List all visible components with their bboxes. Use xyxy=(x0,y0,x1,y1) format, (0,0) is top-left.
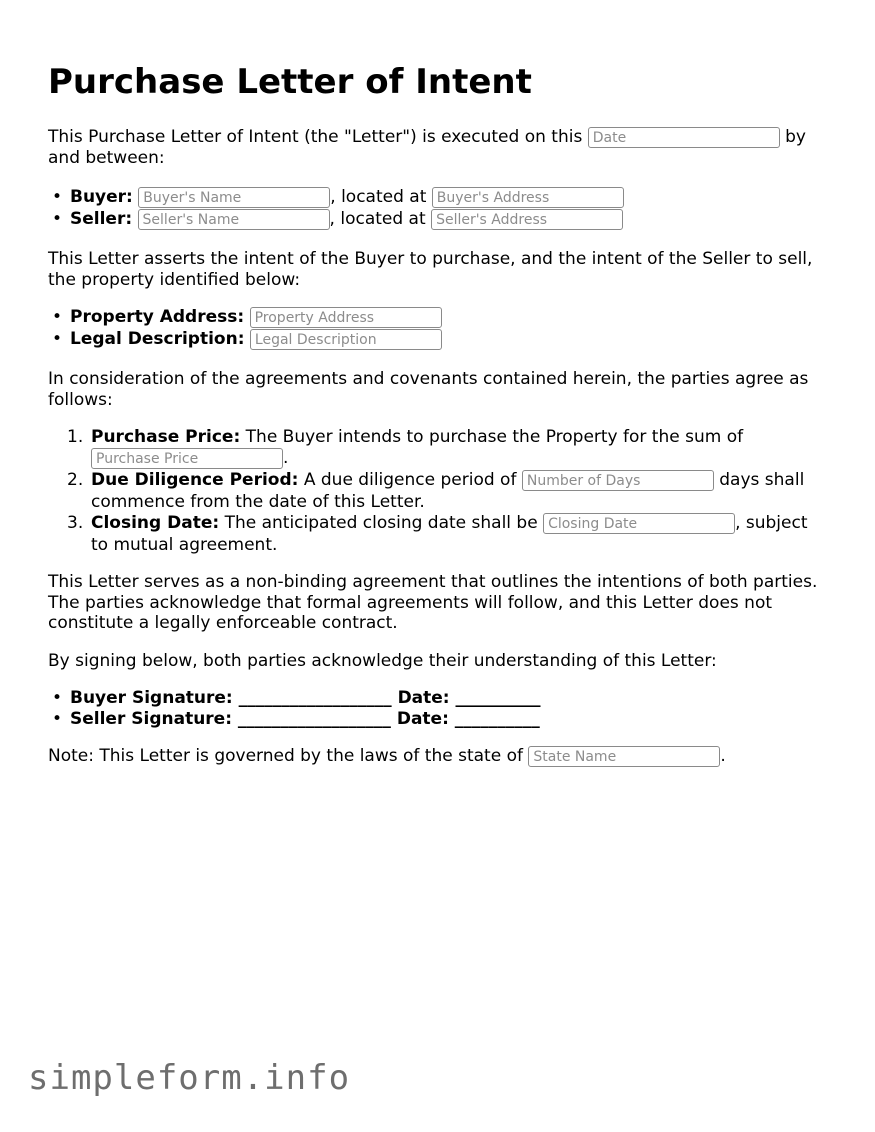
legal-description-item xyxy=(70,329,442,350)
buyer-name-input[interactable] xyxy=(138,187,330,208)
note-text: Note: This Letter is governed by the laws of the state of xyxy=(48,746,523,766)
legal-description-label: Legal Description: xyxy=(70,329,245,349)
term-purchase-price xyxy=(67,427,744,448)
term-text-after: , subject xyxy=(735,513,808,533)
property-address-label: Property Address: xyxy=(70,307,245,327)
date-input[interactable] xyxy=(588,127,780,148)
term-text-after: days shall xyxy=(719,470,805,490)
term-number: 3. xyxy=(67,513,84,533)
signing-intro: By signing below, both parties acknowledge their understanding of this Letter: xyxy=(48,651,717,671)
term-text: The Buyer intends to purchase the Property for the sum of xyxy=(245,427,744,447)
term-number: 2. xyxy=(67,470,84,490)
note-text-end: . xyxy=(720,746,726,766)
term-text: The anticipated closing date shall be xyxy=(224,513,538,533)
consideration-line-2: follows: xyxy=(48,390,113,410)
intro-text: This Purchase Letter of Intent (the "Letter") is executed on this xyxy=(48,127,583,147)
nonbinding-line-3: constitute a legally enforceable contract. xyxy=(48,613,398,633)
buyer-located-text: , located at xyxy=(330,187,427,207)
seller-name-input[interactable] xyxy=(138,209,330,230)
assertion-line-1: This Letter asserts the intent of the Buyer to purchase, and the intent of the Seller to sell, xyxy=(48,249,813,269)
property-address-item xyxy=(70,307,442,328)
page-title: Purchase Letter of Intent xyxy=(48,62,532,102)
term-text: A due diligence period of xyxy=(303,470,517,490)
buyer-signature-label: Buyer Signature: __________________ Date: __________ xyxy=(70,688,541,708)
nonbinding-line-2: The parties acknowledge that formal agreements will follow, and this Letter does not xyxy=(48,593,773,613)
property-address-input[interactable] xyxy=(250,307,442,328)
seller-address-input[interactable] xyxy=(431,209,623,230)
term-purchase-price-cont xyxy=(91,448,288,469)
seller-signature-label: Seller Signature: __________________ Date: __________ xyxy=(70,709,540,729)
term-closing-date xyxy=(67,513,808,534)
term-label: Due Diligence Period: xyxy=(91,470,299,490)
term-label: Closing Date: xyxy=(91,513,220,533)
seller-signature-line xyxy=(70,709,540,730)
assertion-line-2: the property identified below: xyxy=(48,270,301,290)
term-text-end: . xyxy=(283,448,289,468)
intro-line-2: and between: xyxy=(48,148,165,168)
seller-label: Seller: xyxy=(70,209,133,229)
buyer-address-input[interactable] xyxy=(432,187,624,208)
term-due-diligence-cont: commence from the date of this Letter. xyxy=(91,492,425,512)
site-watermark: simpleform.info xyxy=(28,1058,351,1098)
term-number: 1. xyxy=(67,427,84,447)
seller-located-text: , located at xyxy=(329,209,426,229)
governing-law-note xyxy=(48,746,726,767)
term-label: Purchase Price: xyxy=(91,427,241,447)
closing-date-input[interactable] xyxy=(543,513,735,534)
number-of-days-input[interactable] xyxy=(522,470,714,491)
nonbinding-line-1: This Letter serves as a non-binding agreement that outlines the intentions of both parties. xyxy=(48,572,818,592)
party-seller xyxy=(70,209,623,230)
intro-line-1 xyxy=(48,127,806,148)
party-buyer xyxy=(70,187,624,208)
state-name-input[interactable] xyxy=(528,746,720,767)
buyer-signature-line xyxy=(70,688,541,709)
term-closing-date-cont: to mutual agreement. xyxy=(91,535,278,555)
term-due-diligence xyxy=(67,470,805,491)
buyer-label: Buyer: xyxy=(70,187,133,207)
purchase-price-input[interactable] xyxy=(91,448,283,469)
intro-text-after: by xyxy=(785,127,806,147)
legal-description-input[interactable] xyxy=(250,329,442,350)
consideration-line-1: In consideration of the agreements and covenants contained herein, the parties agree as xyxy=(48,369,809,389)
